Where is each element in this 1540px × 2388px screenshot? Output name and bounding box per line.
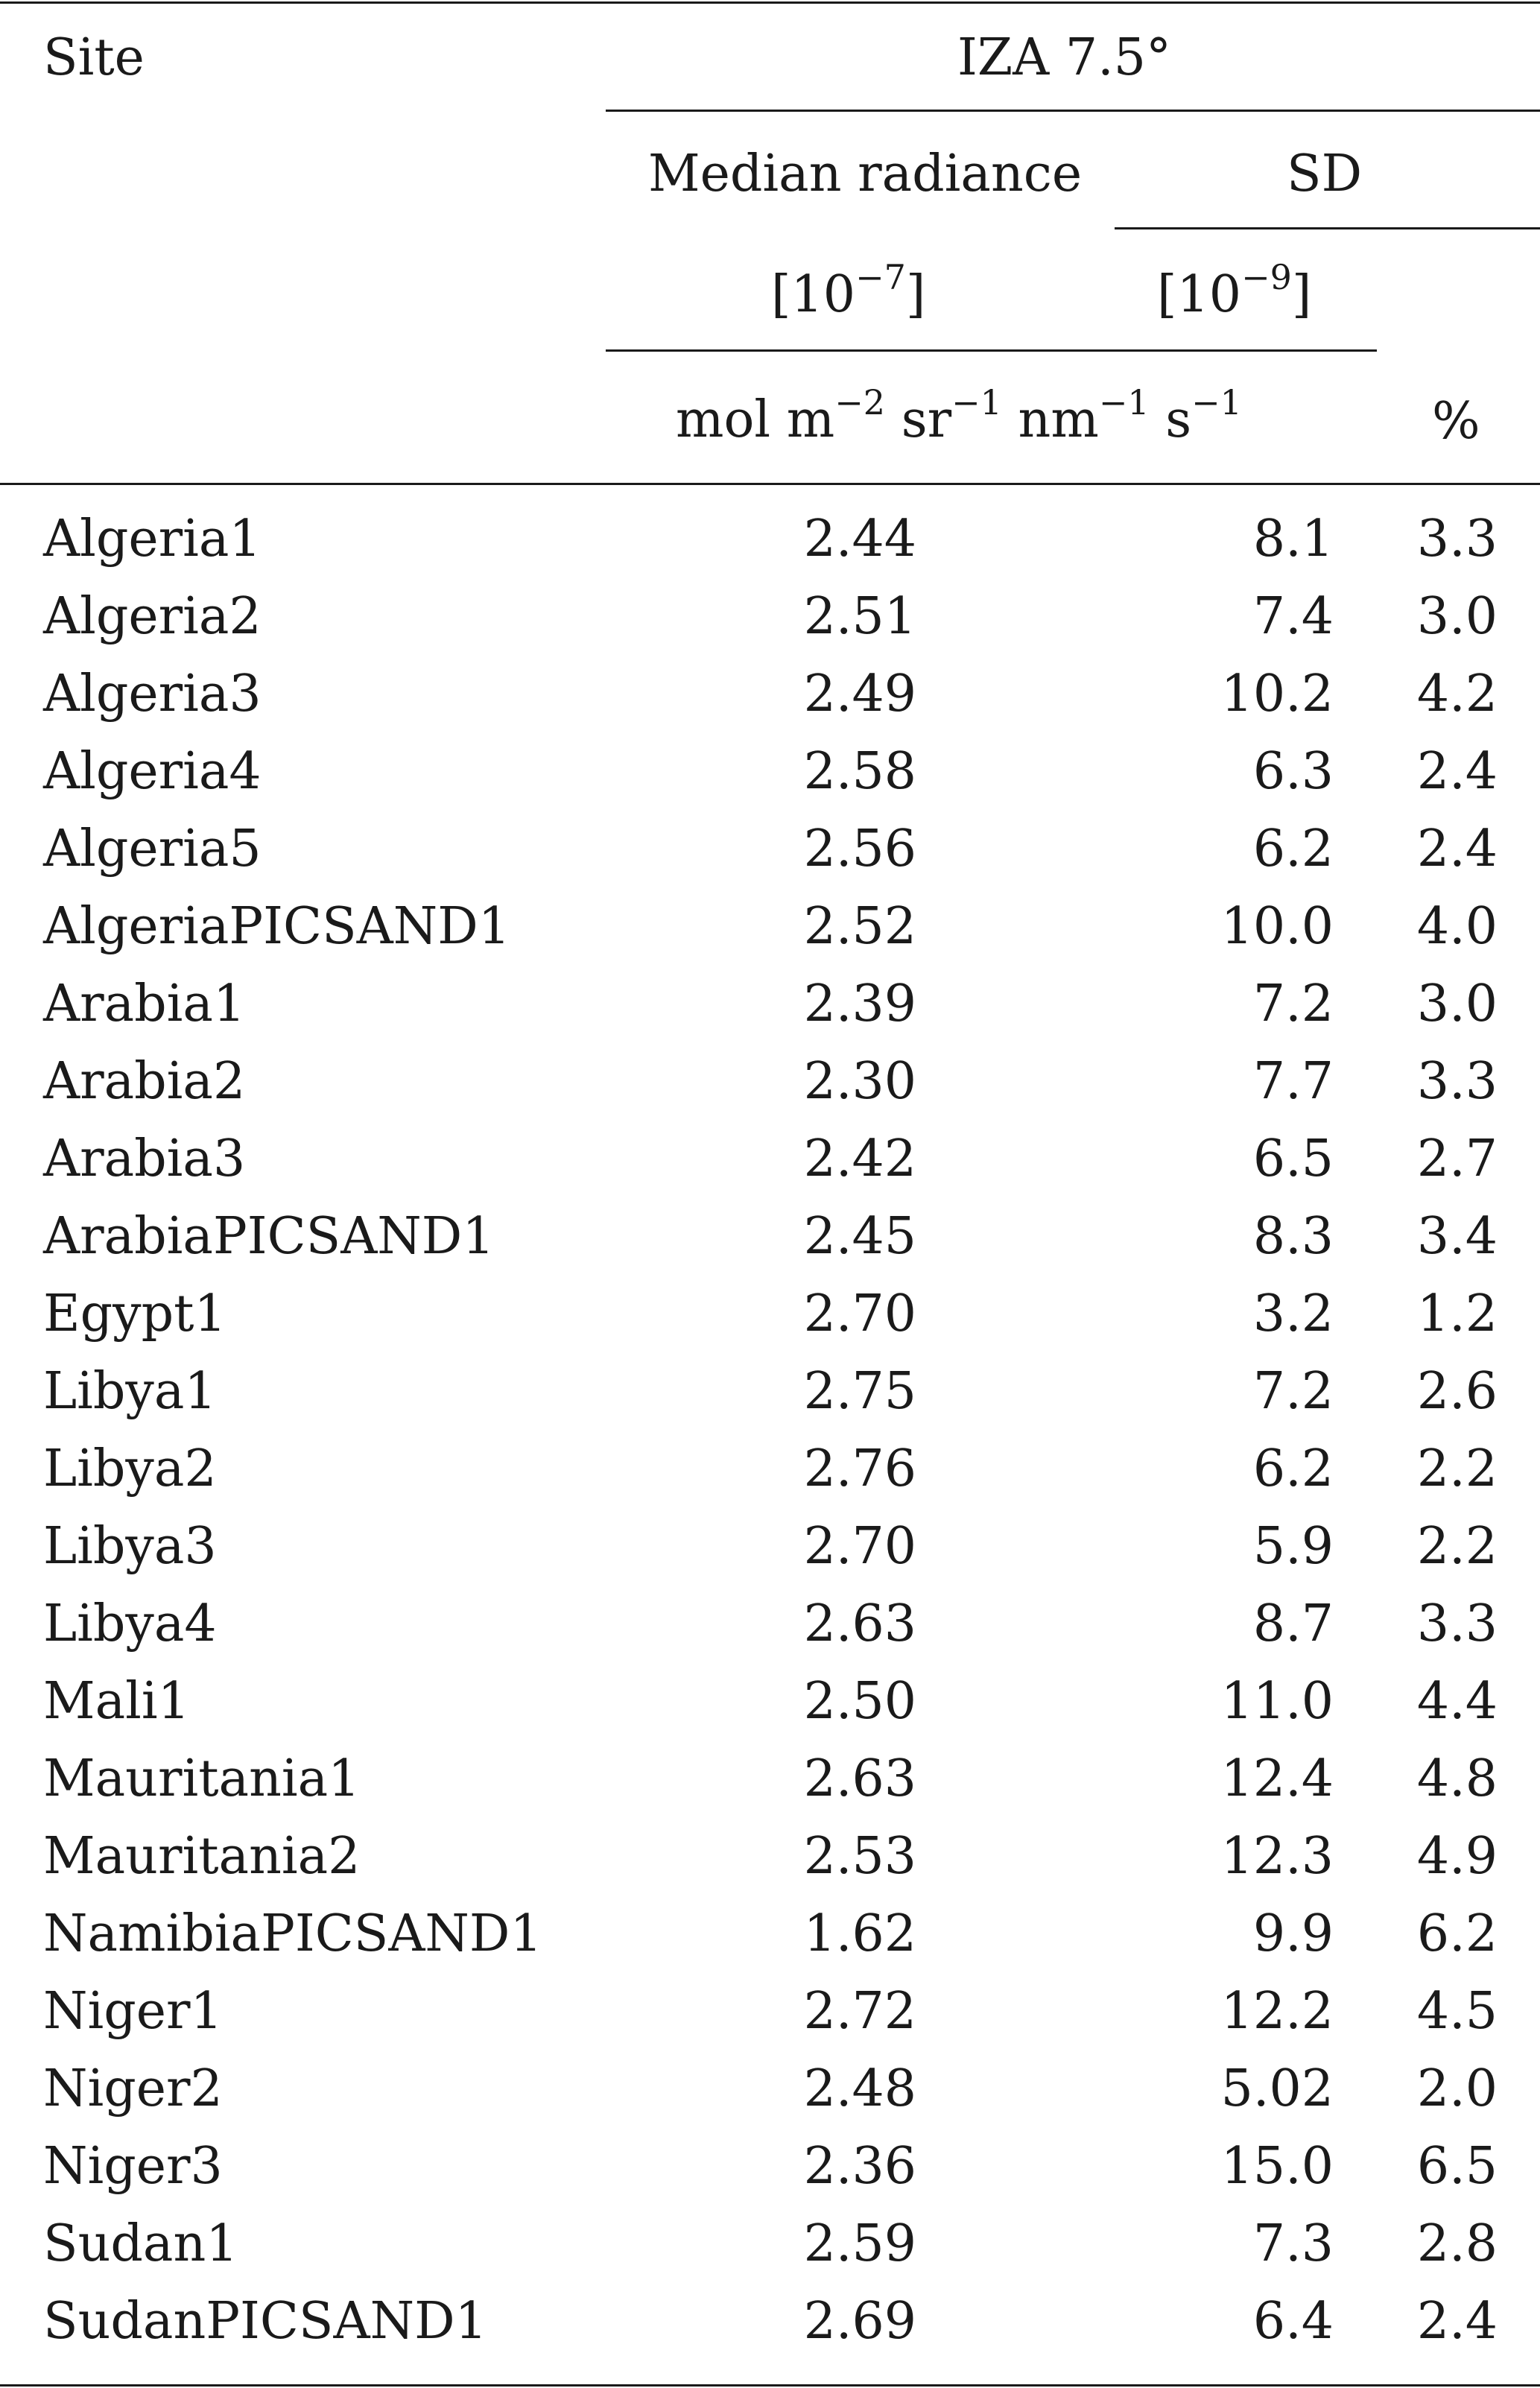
- unit-nm: nm: [1001, 390, 1099, 449]
- table-row: [0, 966, 1540, 1043]
- unit-m-exp: −2: [834, 382, 886, 422]
- table-row: [0, 656, 1540, 733]
- median-cell: 2.53: [803, 1827, 916, 1886]
- table-body: [0, 501, 1540, 2360]
- header-median-radiance: Median radiance: [648, 145, 1083, 203]
- percent-cell: 2.4: [1416, 820, 1498, 878]
- sd-cell: 7.4: [1252, 587, 1334, 646]
- header-median-scale: [771, 257, 926, 324]
- site-cell: Libya4: [43, 1594, 217, 1653]
- site-cell: Algeria1: [43, 510, 262, 569]
- median-cell: 2.45: [803, 1207, 916, 1266]
- sd-cell: 10.2: [1220, 665, 1334, 723]
- median-cell: 2.72: [803, 1982, 916, 2041]
- table-row: [0, 2283, 1540, 2360]
- percent-cell: 4.2: [1416, 665, 1498, 723]
- site-cell: Niger3: [43, 2137, 223, 2196]
- site-cell: Egypt1: [43, 1285, 226, 1343]
- percent-cell: 3.4: [1416, 1207, 1498, 1266]
- site-cell: AlgeriaPICSAND1: [43, 897, 511, 956]
- median-scale-exp: −7: [855, 257, 906, 297]
- site-cell: Arabia2: [43, 1052, 246, 1111]
- table-row: [0, 1431, 1540, 1508]
- median-cell: 2.58: [803, 742, 916, 801]
- header-percent: %: [1432, 392, 1480, 451]
- percent-cell: 3.3: [1416, 510, 1498, 569]
- median-cell: 2.30: [803, 1052, 916, 1111]
- bottom-rule: [0, 2384, 1540, 2387]
- sd-cell: 8.1: [1252, 510, 1334, 569]
- percent-cell: 2.4: [1416, 742, 1498, 801]
- median-cell: 2.51: [803, 587, 916, 646]
- table-row: [0, 1895, 1540, 1973]
- site-cell: Algeria4: [43, 742, 262, 801]
- unit-nm-exp: −1: [1098, 382, 1150, 422]
- sd-cell: 15.0: [1220, 2137, 1334, 2196]
- sd-cell: 5.02: [1220, 2059, 1334, 2118]
- percent-cell: 4.4: [1416, 1672, 1498, 1731]
- unit-sr-exp: −1: [951, 382, 1002, 422]
- table-row: [0, 1353, 1540, 1431]
- median-cell: 2.63: [803, 1594, 916, 1653]
- median-cell: 2.70: [803, 1517, 916, 1576]
- table-row: [0, 2205, 1540, 2283]
- percent-cell: 3.0: [1416, 587, 1498, 646]
- percent-cell: 2.2: [1416, 1517, 1498, 1576]
- table-row: [0, 811, 1540, 888]
- percent-cell: 3.3: [1416, 1594, 1498, 1653]
- median-cell: 2.49: [803, 665, 916, 723]
- sd-cell: 10.0: [1220, 897, 1334, 956]
- median-cell: 2.70: [803, 1285, 916, 1343]
- sd-cell: 6.3: [1252, 742, 1334, 801]
- percent-cell: 3.3: [1416, 1052, 1498, 1111]
- header-site: Site: [43, 28, 145, 87]
- scale-underline: [606, 349, 1377, 352]
- site-cell: Algeria2: [43, 587, 262, 646]
- sd-cell: 3.2: [1252, 1285, 1334, 1343]
- table-row: [0, 1973, 1540, 2050]
- header-sd-scale: [1157, 257, 1312, 324]
- header-rule: [0, 483, 1540, 485]
- site-cell: Libya3: [43, 1517, 217, 1576]
- sd-underline: [1115, 227, 1540, 229]
- sd-scale-base: [10: [1157, 265, 1242, 324]
- site-cell: Algeria5: [43, 820, 262, 878]
- percent-cell: 2.7: [1416, 1130, 1498, 1188]
- percent-cell: 2.0: [1416, 2059, 1498, 2118]
- unit-s: s: [1149, 390, 1192, 449]
- median-cell: 2.39: [803, 975, 916, 1033]
- site-cell: Arabia3: [43, 1130, 246, 1188]
- sd-cell: 12.3: [1220, 1827, 1334, 1886]
- median-cell: 2.36: [803, 2137, 916, 2196]
- median-cell: 2.48: [803, 2059, 916, 2118]
- site-cell: Libya2: [43, 1440, 217, 1498]
- table-row: [0, 1586, 1540, 1663]
- table-row: [0, 578, 1540, 656]
- site-cell: NamibiaPICSAND1: [43, 1904, 542, 1963]
- site-cell: SudanPICSAND1: [43, 2292, 487, 2351]
- percent-cell: 4.8: [1416, 1749, 1498, 1808]
- table-row: [0, 1741, 1540, 1818]
- table-row: [0, 1663, 1540, 1741]
- sd-scale-close: ]: [1291, 265, 1312, 324]
- unit-mol: mol m: [676, 390, 835, 449]
- site-cell: Sudan1: [43, 2214, 238, 2273]
- site-cell: Niger1: [43, 1982, 223, 2041]
- table-row: [0, 1276, 1540, 1353]
- sd-cell: 12.4: [1220, 1749, 1334, 1808]
- sd-cell: 11.0: [1220, 1672, 1334, 1731]
- percent-cell: 2.4: [1416, 2292, 1498, 2351]
- site-cell: Algeria3: [43, 665, 262, 723]
- percent-cell: 2.2: [1416, 1440, 1498, 1498]
- unit-sr: sr: [885, 390, 952, 449]
- sd-cell: 7.3: [1252, 2214, 1334, 2273]
- sd-cell: 6.2: [1252, 820, 1334, 878]
- median-cell: 2.75: [803, 1362, 916, 1421]
- sd-cell: 6.5: [1252, 1130, 1334, 1188]
- median-scale-close: ]: [905, 265, 926, 324]
- sd-cell: 12.2: [1220, 1982, 1334, 2041]
- sd-cell: 7.7: [1252, 1052, 1334, 1111]
- median-cell: 2.52: [803, 897, 916, 956]
- table-row: [0, 1198, 1540, 1276]
- table-row: [0, 1043, 1540, 1121]
- header-iza-group: IZA 7.5°: [957, 28, 1171, 87]
- median-cell: 2.42: [803, 1130, 916, 1188]
- sd-cell: 8.7: [1252, 1594, 1334, 1653]
- sd-cell: 9.9: [1252, 1904, 1334, 1963]
- percent-cell: 2.8: [1416, 2214, 1498, 2273]
- sd-scale-exp: −9: [1241, 257, 1292, 297]
- table-row: [0, 1121, 1540, 1198]
- sd-cell: 5.9: [1252, 1517, 1334, 1576]
- table-row: [0, 888, 1540, 966]
- median-cell: 2.56: [803, 820, 916, 878]
- sd-cell: 7.2: [1252, 1362, 1334, 1421]
- median-cell: 2.63: [803, 1749, 916, 1808]
- median-cell: 2.69: [803, 2292, 916, 2351]
- group-underline: [606, 110, 1540, 112]
- site-cell: Mauritania1: [43, 1749, 361, 1808]
- unit-s-exp: −1: [1191, 382, 1242, 422]
- percent-cell: 1.2: [1416, 1285, 1498, 1343]
- top-rule: [0, 1, 1540, 4]
- table-row: [0, 1818, 1540, 1895]
- table-row: [0, 1508, 1540, 1586]
- site-cell: Mauritania2: [43, 1827, 361, 1886]
- median-cell: 2.76: [803, 1440, 916, 1498]
- site-cell: Libya1: [43, 1362, 217, 1421]
- percent-cell: 3.0: [1416, 975, 1498, 1033]
- sd-cell: 7.2: [1252, 975, 1334, 1033]
- table-row: [0, 2050, 1540, 2128]
- sd-cell: 6.4: [1252, 2292, 1334, 2351]
- percent-cell: 4.5: [1416, 1982, 1498, 2041]
- median-cell: 2.59: [803, 2214, 916, 2273]
- sd-cell: 8.3: [1252, 1207, 1334, 1266]
- site-cell: Arabia1: [43, 975, 246, 1033]
- sd-cell: 6.2: [1252, 1440, 1334, 1498]
- site-cell: Mali1: [43, 1672, 190, 1731]
- percent-cell: 6.5: [1416, 2137, 1498, 2196]
- site-cell: Niger2: [43, 2059, 223, 2118]
- table-row: [0, 2128, 1540, 2205]
- percent-cell: 4.9: [1416, 1827, 1498, 1886]
- site-cell: ArabiaPICSAND1: [43, 1207, 495, 1266]
- table-row: [0, 733, 1540, 811]
- median-cell: 2.50: [803, 1672, 916, 1731]
- percent-cell: 2.6: [1416, 1362, 1498, 1421]
- table-row: [0, 501, 1540, 578]
- header-sd: SD: [1287, 145, 1363, 203]
- median-cell: 2.44: [803, 510, 916, 569]
- percent-cell: 6.2: [1416, 1904, 1498, 1963]
- header-units: [676, 382, 1242, 449]
- median-cell: 1.62: [803, 1904, 916, 1963]
- percent-cell: 4.0: [1416, 897, 1498, 956]
- median-scale-base: [10: [771, 265, 856, 324]
